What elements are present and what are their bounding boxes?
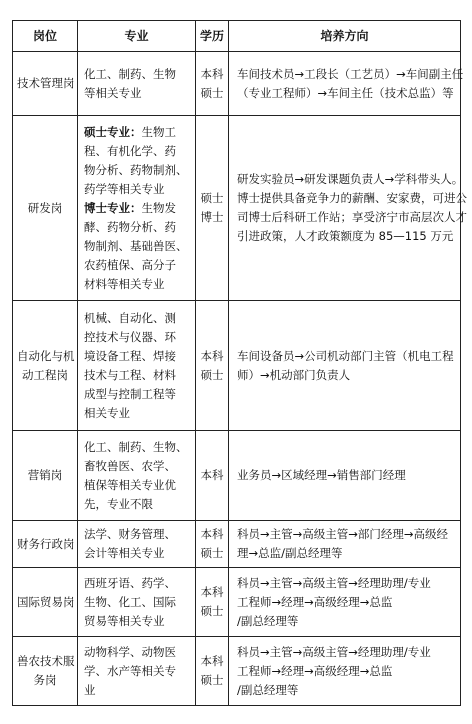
header-direction: 培养方向 [229,21,461,52]
major-text: 控技术与仪器、环 [84,329,176,344]
position-line: 兽农技术服 [17,654,75,668]
direction-line: 司博士后科研工作站；享受济宁市高层次人才 [237,210,467,224]
major-line [84,476,189,495]
major-cell [78,116,196,301]
major-text: 机械、自动化、测 [84,310,176,325]
degree-line: 硕士 [200,85,224,100]
position-cell [13,637,78,706]
recruitment-table [12,20,467,706]
header-position: 岗位 [13,21,78,52]
table-row [13,637,461,706]
direction-cell [229,116,467,301]
direction-line: /副总经理等 [237,613,299,628]
table-row [13,568,461,637]
degree-line: 博士 [200,210,224,224]
direction-line: 引进政策，人才政策额度为 85—115 万元 [237,229,454,243]
major-line [84,612,189,631]
direction-line: 车间技术员→工段长（工艺员）→车间副主任 [237,66,464,81]
major-line [84,199,189,218]
major-line [84,574,189,593]
major-text: 技术与工程、材料 [84,367,176,382]
degree-line: 本科 [200,527,224,541]
direction-cell [229,431,461,521]
major-line [84,161,189,180]
direction-line: （专业工程师）→车间主任（技术总监）等 [237,85,454,100]
position-line: 务岗 [33,673,57,687]
degree-cell [196,52,229,116]
major-line [84,123,189,142]
major-line [84,180,189,199]
major-line [84,309,189,328]
degree-cell [196,521,229,568]
direction-line: 研发实验员→研发课题负责人→学科带头人。 [237,172,464,186]
major-line [84,328,189,347]
position-cell [13,52,78,116]
major-line [84,662,189,681]
direction-line: 工程师→经理→高级经理→总监 [237,594,393,609]
direction-line: 科员→主管→高级主管→经理助理/专业 [237,575,431,590]
position-cell [13,431,78,521]
major-line [84,218,189,237]
direction-line: 师）→机动部门负责人 [237,367,351,382]
major-line [84,525,189,544]
degree-line: 硕士 [200,367,224,382]
major-text: 会计等相关专业 [84,546,165,560]
major-text: 相关专业 [84,405,130,420]
major-line [84,438,189,457]
position-line: 研发岗 [27,200,63,215]
position-line: 技术管理岗 [17,76,75,90]
major-text: 植保等相关专业优 [84,477,176,492]
major-text: 成型与控制工程等 [84,386,176,401]
position-line: 国际贸易岗 [17,594,75,609]
major-text: 业 [84,682,96,697]
major-cell [78,521,196,568]
major-text: 物分析、药物制剂、 [84,162,188,177]
major-line [84,457,189,476]
position-line: 营销岗 [27,468,63,482]
degree-line: 本科 [200,585,224,599]
position-line: 财务行政岗 [17,536,75,551]
major-line [84,142,189,161]
major-cell [78,431,196,521]
direction-cell [229,521,461,568]
direction-cell [229,301,461,431]
major-text: 学、水产等相关专 [84,663,176,678]
major-line [84,385,189,404]
header-major: 专业 [78,21,196,52]
table-row [13,301,461,431]
major-line [84,347,189,366]
direction-cell [229,637,461,706]
major-line [84,256,189,275]
major-text: 生物发 [141,200,176,215]
major-label: 硕士专业： [84,124,142,139]
degree-line: 本科 [200,348,224,363]
table-header-row [13,21,461,52]
major-line [84,544,189,563]
major-line [84,681,189,700]
major-text: 程、有机化学、药 [84,143,176,158]
major-line [84,404,189,423]
position-line: 动工程岗 [22,367,68,382]
degree-cell [196,301,229,431]
degree-cell [196,431,229,521]
degree-line: 本科 [200,468,224,482]
direction-line: 理→总监/副总经理等 [237,546,343,560]
major-text: 材料等相关专业 [84,276,165,291]
position-cell [13,301,78,431]
direction-line: 业务员→区域经理→销售部门经理 [237,468,406,482]
position-line: 自动化与机 [17,348,75,363]
major-cell [78,301,196,431]
major-text: 动物科学、动物医 [84,644,176,659]
table-row [13,116,461,301]
major-line [84,65,189,84]
major-cell [78,52,196,116]
major-cell [78,568,196,637]
degree-line: 本科 [200,66,224,81]
position-cell [13,568,78,637]
major-line [84,84,189,103]
degree-line: 硕士 [200,191,224,205]
major-line [84,495,189,514]
major-line [84,366,189,385]
table-row [13,52,461,116]
major-text: 生物、化工、国际 [84,594,176,609]
major-text: 贸易等相关专业 [84,613,165,628]
degree-line: 硕士 [200,673,224,687]
major-line [84,237,189,256]
major-line [84,275,189,294]
major-text: 境设备工程、焊接 [84,348,176,363]
major-text: 农药植保、高分子 [84,257,176,272]
major-text: 法学、财务管理、 [84,527,176,541]
major-line [84,593,189,612]
degree-line: 硕士 [200,604,224,618]
major-text: 化工、制药、生物、 [84,439,188,454]
direction-line: 科员→主管→高级主管→部门经理→高级经 [237,527,449,541]
major-text: 药学等相关专业 [84,181,165,196]
direction-cell [229,52,464,116]
major-label: 博士专业： [84,200,142,215]
table-row [13,521,461,568]
direction-line: /副总经理等 [237,682,299,697]
major-text: 物制剂、基础兽医、 [84,238,188,253]
major-text: 生物工 [141,124,176,139]
header-degree: 学历 [196,21,229,52]
major-text: 等相关专业 [84,85,142,100]
direction-line: 工程师→经理→高级经理→总监 [237,663,393,678]
direction-line: 车间设备员→公司机动部门主管（机电工程 [237,348,454,363]
major-cell [78,637,196,706]
degree-line: 硕士 [200,546,224,560]
direction-cell [229,568,461,637]
degree-line: 本科 [200,654,224,668]
direction-line: 博士提供具备竞争力的薪酬、安家费，可进公 [237,191,467,205]
degree-cell [196,116,229,301]
degree-cell [196,637,229,706]
position-cell [13,521,78,568]
degree-cell [196,568,229,637]
major-text: 西班牙语、药学、 [84,575,176,590]
major-line [84,643,189,662]
table-row [13,431,461,521]
major-text: 酵、药物分析、药 [84,219,176,234]
major-text: 化工、制药、生物 [84,66,176,81]
major-text: 畜牧兽医、农学、 [84,458,176,473]
position-cell [13,116,78,301]
major-text: 先，专业不限 [84,496,153,511]
direction-line: 科员→主管→高级主管→经理助理/专业 [237,644,431,659]
